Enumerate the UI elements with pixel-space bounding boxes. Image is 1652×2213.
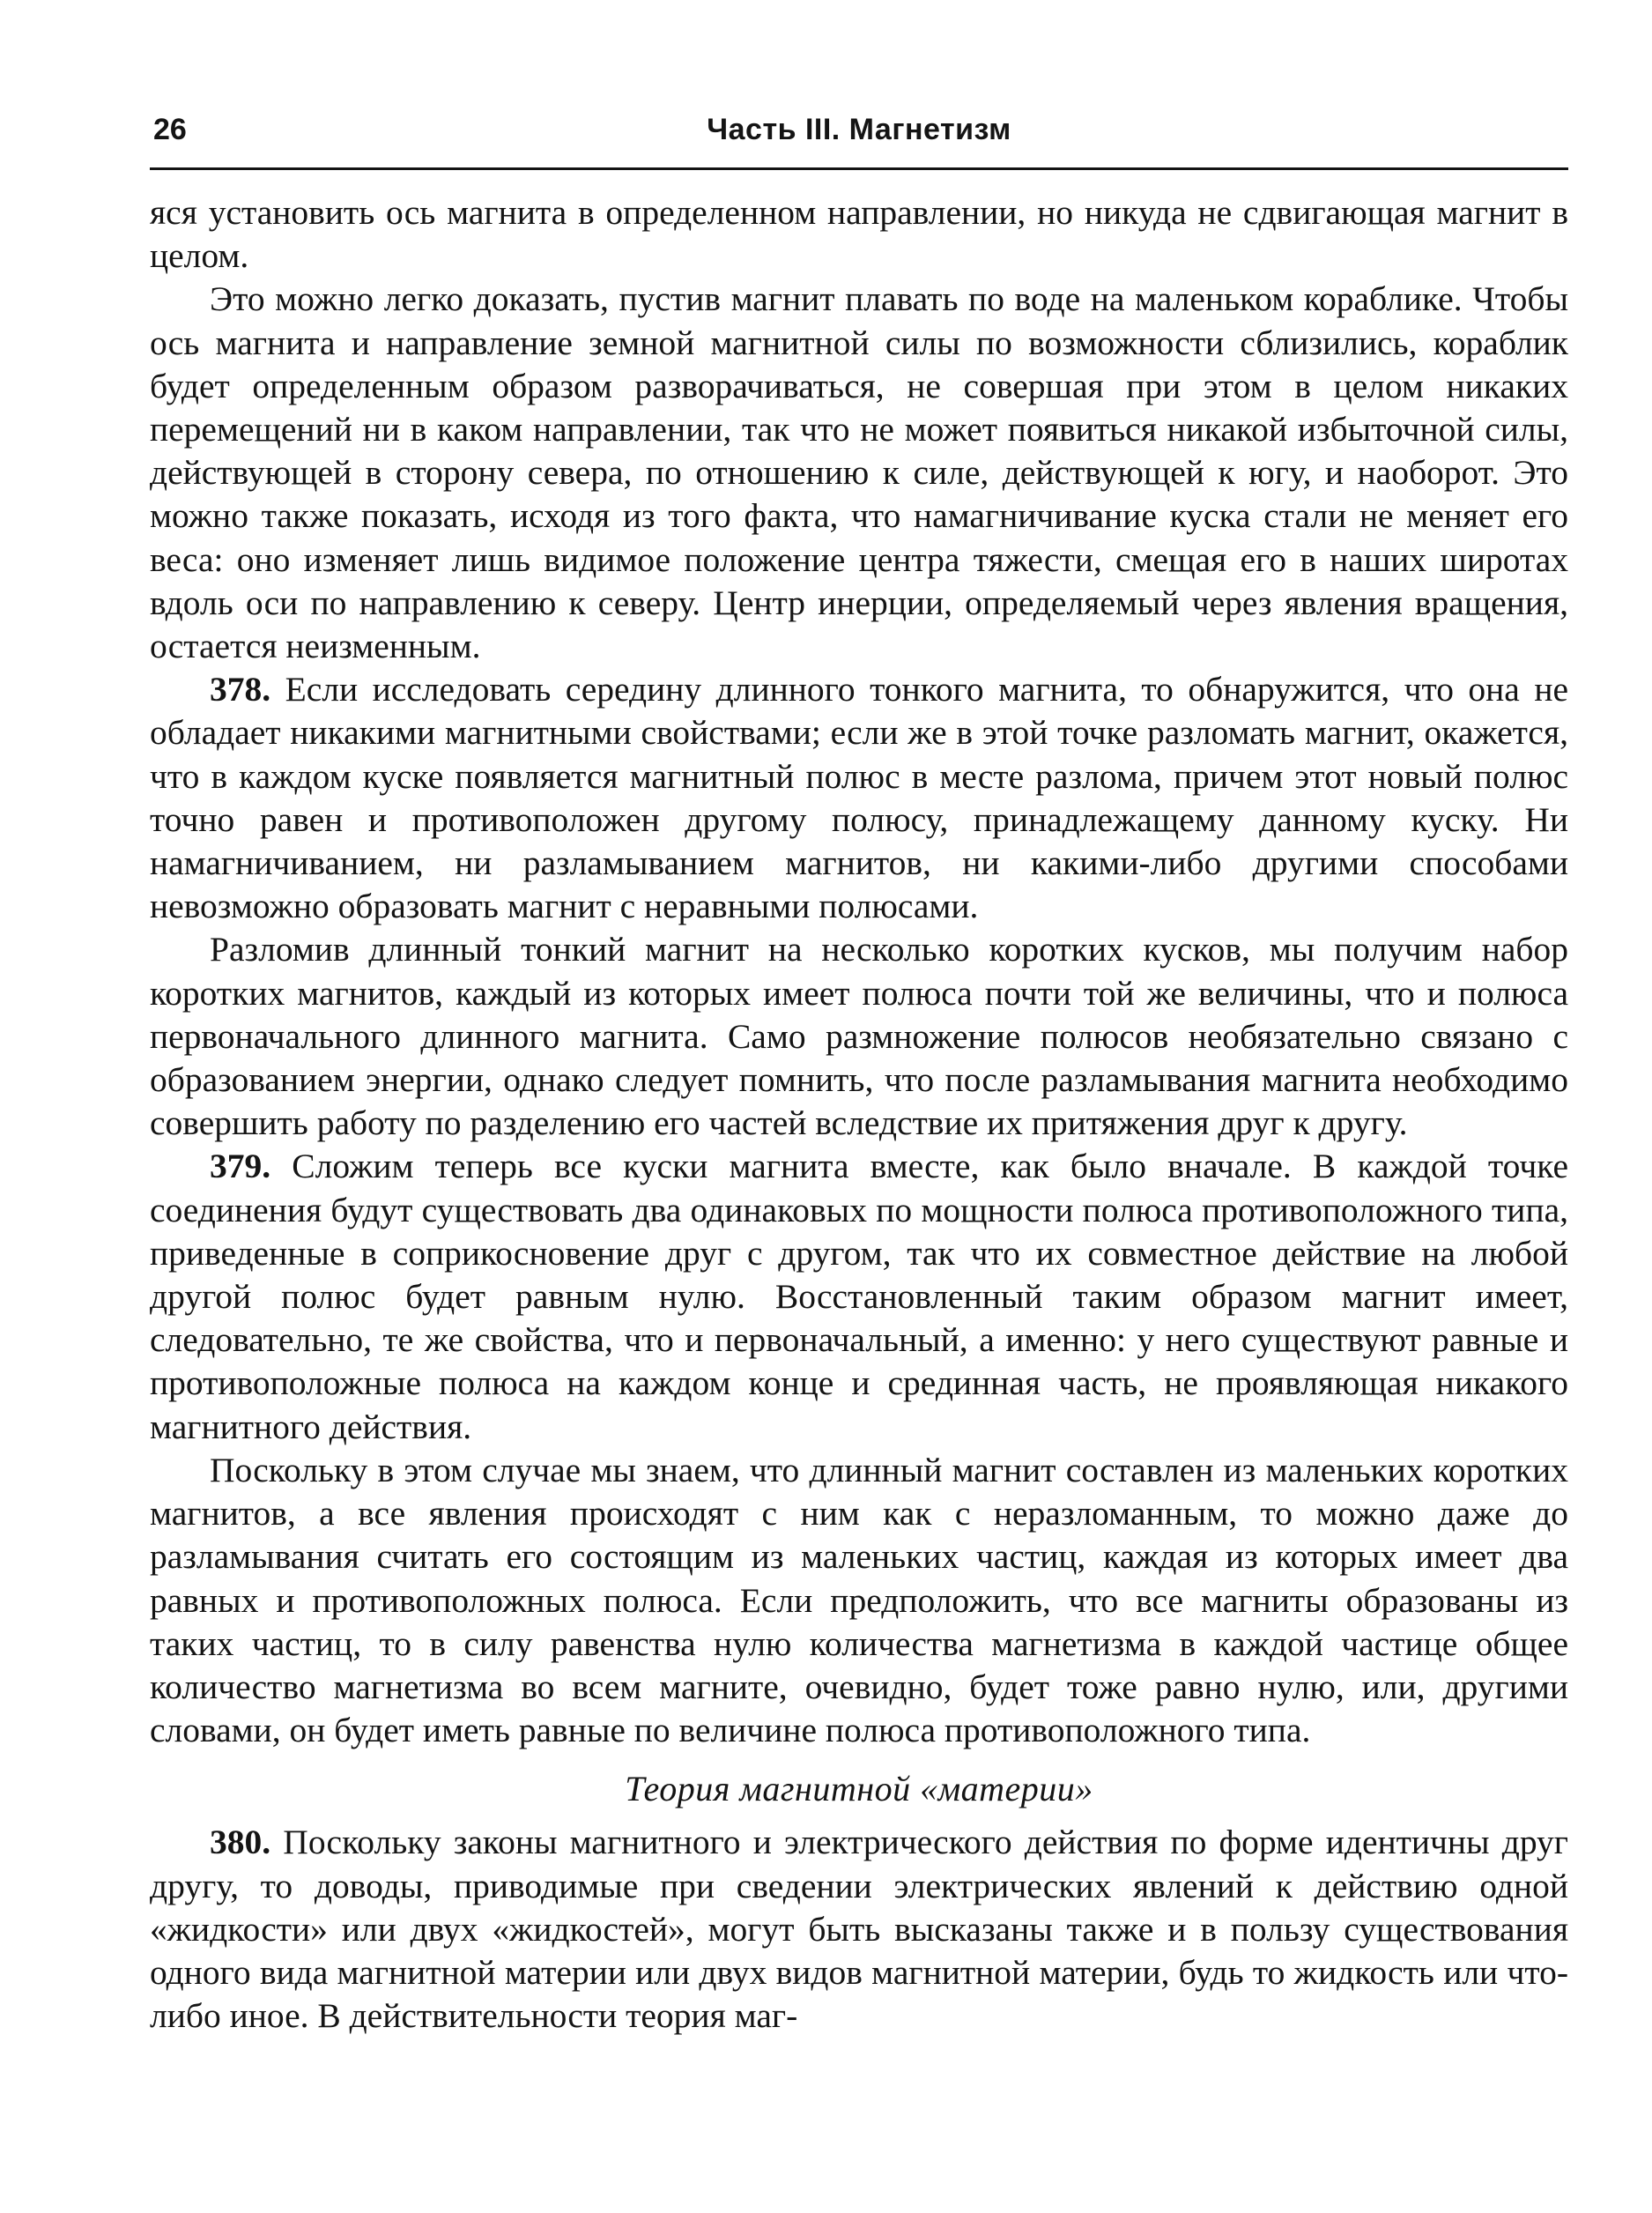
paragraph-number: 378. — [210, 670, 271, 709]
book-page — [150, 104, 1568, 2038]
paragraph-380 — [150, 1821, 1568, 2038]
paragraph — [150, 928, 1568, 1145]
paragraph-378 — [150, 668, 1568, 928]
section-title: Теория магнитной «материи» — [625, 1769, 1093, 1809]
header-rule — [150, 167, 1568, 170]
paragraph-text: Поскольку в этом случае мы знаем, что длинный магнит составлен из маленьких коротких магнитов, а все явления происходят с ним как с неразломанным, то можно даже до разламывания считать его состоящим из маленьких частиц, каждая из которых имеет два равных и противоположных полюса. Если предположить, что все магниты образованы из таких частиц, то в силу равенства нулю количества магнетизма в каждой частице общее количество магнетизма во всем магните, очевидно, будет тоже равно нулю, или, другими словами, он будет иметь равные по величине полюса противоположного типа. — [150, 1450, 1568, 1750]
paragraph-text: Поскольку законы магнитного и электрического действия по форме идентичны друг другу, то доводы, приводимые при сведении электрических явлений к действию одной «жидкости» или двух «жидкостей», могут быть высказаны также и в пользу существования одного вида магнитной материи или двух видов магнитной материи, будь то жидкость или что-либо иное. В действительности теория маг- — [150, 1823, 1568, 2036]
paragraph-text: Разломив длинный тонкий магнит на несколько коротких кусков, мы получим набор коротких магнитов, каждый из которых имеет полюса почти той же величины, что и полюса первоначального длинного магнита. Само размножение полюсов необязательно связано с образованием энергии, однако следует помнить, что после разламывания магнита необходимо совершить работу по разделению его частей вследствие их притяжения друг к другу. — [150, 930, 1568, 1143]
paragraph-text: Сложим теперь все куски магнита вместе, как было вначале. В каждой точке соединения будут существовать два одинаковых по мощности полюса противоположного типа, приведенные в соприкосновение друг с другом, так что их совместное действие на любой другой полюс будет равным нулю. Восстановленный таким образом магнит имеет, следовательно, те же свойства, что и первоначальный, а именно: у него существуют равные и противоположные полюса на каждом конце и срединная часть, не проявляющая никакого магнитного действия. — [150, 1147, 1568, 1446]
page-number: 26 — [153, 113, 187, 146]
paragraph-text: яся установить ось магнита в определенном направлении, но никуда не сдвигающая магнит в целом. — [150, 193, 1568, 276]
paragraph-number: 380. — [210, 1823, 271, 1862]
paragraph-379 — [150, 1145, 1568, 1448]
paragraph — [150, 1449, 1568, 1752]
running-title: Часть III. Магнетизм — [707, 113, 1011, 146]
paragraph-text: Если исследовать середину длинного тонкого магнита, то обнаружится, что она не обладает никакими магнитными свойствами; если же в этой точке разломать магнит, окажется, что в каждом куске появляется магнитный полюс в месте разлома, причем этот новый полюс точно равен и противоположен другому полюсу, принадлежащему данному куску. Ни намагничиванием, ни разламыванием магнитов, ни какими-либо другими способами невозможно образовать магнит с неравными полюсами. — [150, 670, 1568, 926]
paragraph-number: 379. — [210, 1147, 271, 1186]
paragraph — [150, 278, 1568, 668]
paragraph-text: Это можно легко доказать, пустив магнит плавать по воде на маленьком кораблике. Чтобы ось магнита и направление земной магнитной силы по возможности сблизились, кораблик будет определенным образом разворачиваться, не совершая при этом в целом никаких перемещений ни в каком направлении, так что не может появиться никакой избыточной силы, действующей в сторону севера, по отношению к силе, действующей к югу, и наоборот. Это можно также показать, исходя из того факта, что намагничивание куска стали не меняет его веса: оно изменяет лишь видимое положение центра тяжести, смещая его в наших широтах вдоль оси по направлению к северу. Центр инерции, определяемый через явления вращения, остается неизменным. — [150, 279, 1568, 666]
running-header — [150, 104, 1568, 155]
body-text — [150, 191, 1568, 2038]
paragraph-continuation — [150, 191, 1568, 278]
